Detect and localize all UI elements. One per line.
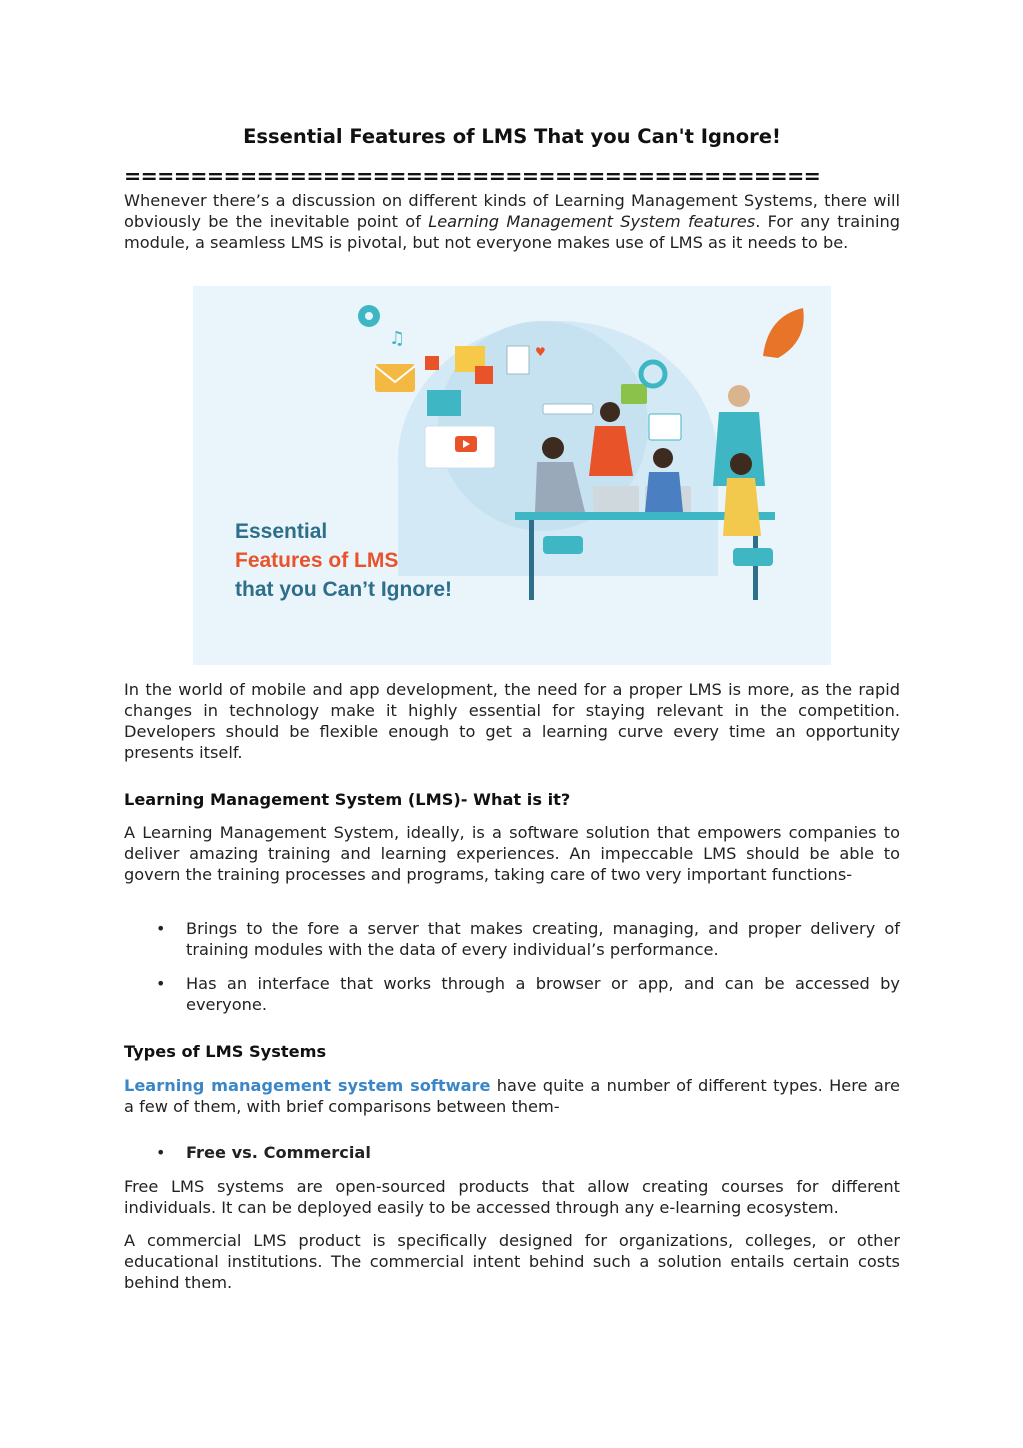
document-icon	[507, 346, 529, 374]
person-standing-teal	[713, 412, 765, 486]
separator-rule: ==========================================	[124, 164, 821, 188]
person-head	[600, 402, 620, 422]
intro-paragraph	[124, 190, 900, 253]
envelope-icon	[375, 364, 415, 392]
intro-italic-phrase: Learning Management System features	[428, 212, 756, 231]
bullet-icon: •	[156, 974, 166, 993]
paragraph-lms-types-text: have quite a number of different types. Here are a few of them, with brief comparisons between them-	[124, 1076, 900, 1116]
heart-icon: ♥	[535, 345, 546, 359]
paragraph-commercial-lms: A commercial LMS product is specifically designed for organizations, colleges, or other educational institutions. The commercial intent behind such a solution entails certain costs behind them.	[124, 1231, 900, 1292]
chat-bubble-icon	[621, 384, 647, 404]
person-head	[728, 385, 750, 407]
bullet-icon: •	[156, 1143, 166, 1162]
lms-software-link[interactable]: Learning management system software	[124, 1076, 491, 1095]
person-seated-yellow	[723, 478, 761, 536]
bullet-list	[124, 918, 900, 960]
laptop-icon	[593, 486, 639, 512]
person-head	[730, 453, 752, 475]
list-item	[124, 918, 900, 960]
message-card-icon	[649, 414, 681, 440]
hero-illustration-svg	[193, 286, 831, 665]
list-item	[124, 1142, 900, 1163]
list-item-text: Has an interface that works through a browser or app, and can be accessed by everyone.	[186, 974, 900, 1014]
intro-text-end: . For any training module, a seamless LMS is pivotal, but not everyone makes use of LMS as it needs to be.	[124, 212, 900, 252]
photo-icon	[427, 390, 461, 416]
hero-title-line3: that you Can’t Ignore!	[235, 578, 452, 601]
bullet-icon: •	[156, 919, 166, 938]
intro-text-start: Whenever there’s a discussion on different kinds of Learning Management Systems, there will obviously be the inevitable point of	[124, 191, 900, 231]
list-item-text: Brings to the fore a server that makes creating, managing, and proper delivery of training modules with the data of every individual’s performance.	[186, 919, 900, 959]
red-square-icon	[425, 356, 439, 370]
heading-what-is-lms: Learning Management System (LMS)- What is it?	[124, 790, 571, 809]
bullet-list	[124, 973, 900, 1015]
document-title: Essential Features of LMS That you Can't Ignore!	[243, 125, 781, 148]
person-head	[542, 437, 564, 459]
text-bar-icon	[543, 404, 593, 414]
hero-title-line1: Essential	[235, 520, 328, 543]
paragraph-lms-types	[124, 1075, 900, 1117]
chair	[733, 548, 773, 566]
hero-title-line2: Features of LMS	[235, 549, 399, 572]
subheading-free-vs-commercial: Free vs. Commercial	[186, 1143, 371, 1162]
paragraph-free-lms: Free LMS systems are open-sourced products that allow creating courses for different individuals. It can be deployed easily to be accessed through any e-learning ecosystem.	[124, 1177, 900, 1217]
heading-types-of-lms: Types of LMS Systems	[124, 1042, 327, 1061]
list-item	[124, 973, 900, 1015]
paragraph-lms-definition: A Learning Management System, ideally, is a software solution that empowers companies to deliver amazing training and learning experiences. An impeccable LMS should be able to govern the training processes and programs, taking care of two very important functions-	[124, 823, 900, 884]
paragraph-mobile-development: In the world of mobile and app development, the need for a proper LMS is more, as the rapid changes in technology make it highly essential for staying relevant in the competition. Developers should be flexible enough to get a learning curve every time an opportunity presents itself.	[124, 680, 900, 762]
person-seated-blue	[645, 472, 683, 512]
chair	[543, 536, 583, 554]
hero-illustration	[193, 286, 831, 665]
badge-icon	[475, 366, 493, 384]
bullet-list	[124, 1142, 900, 1163]
music-icon: ♫	[389, 328, 406, 349]
person-head	[653, 448, 673, 468]
